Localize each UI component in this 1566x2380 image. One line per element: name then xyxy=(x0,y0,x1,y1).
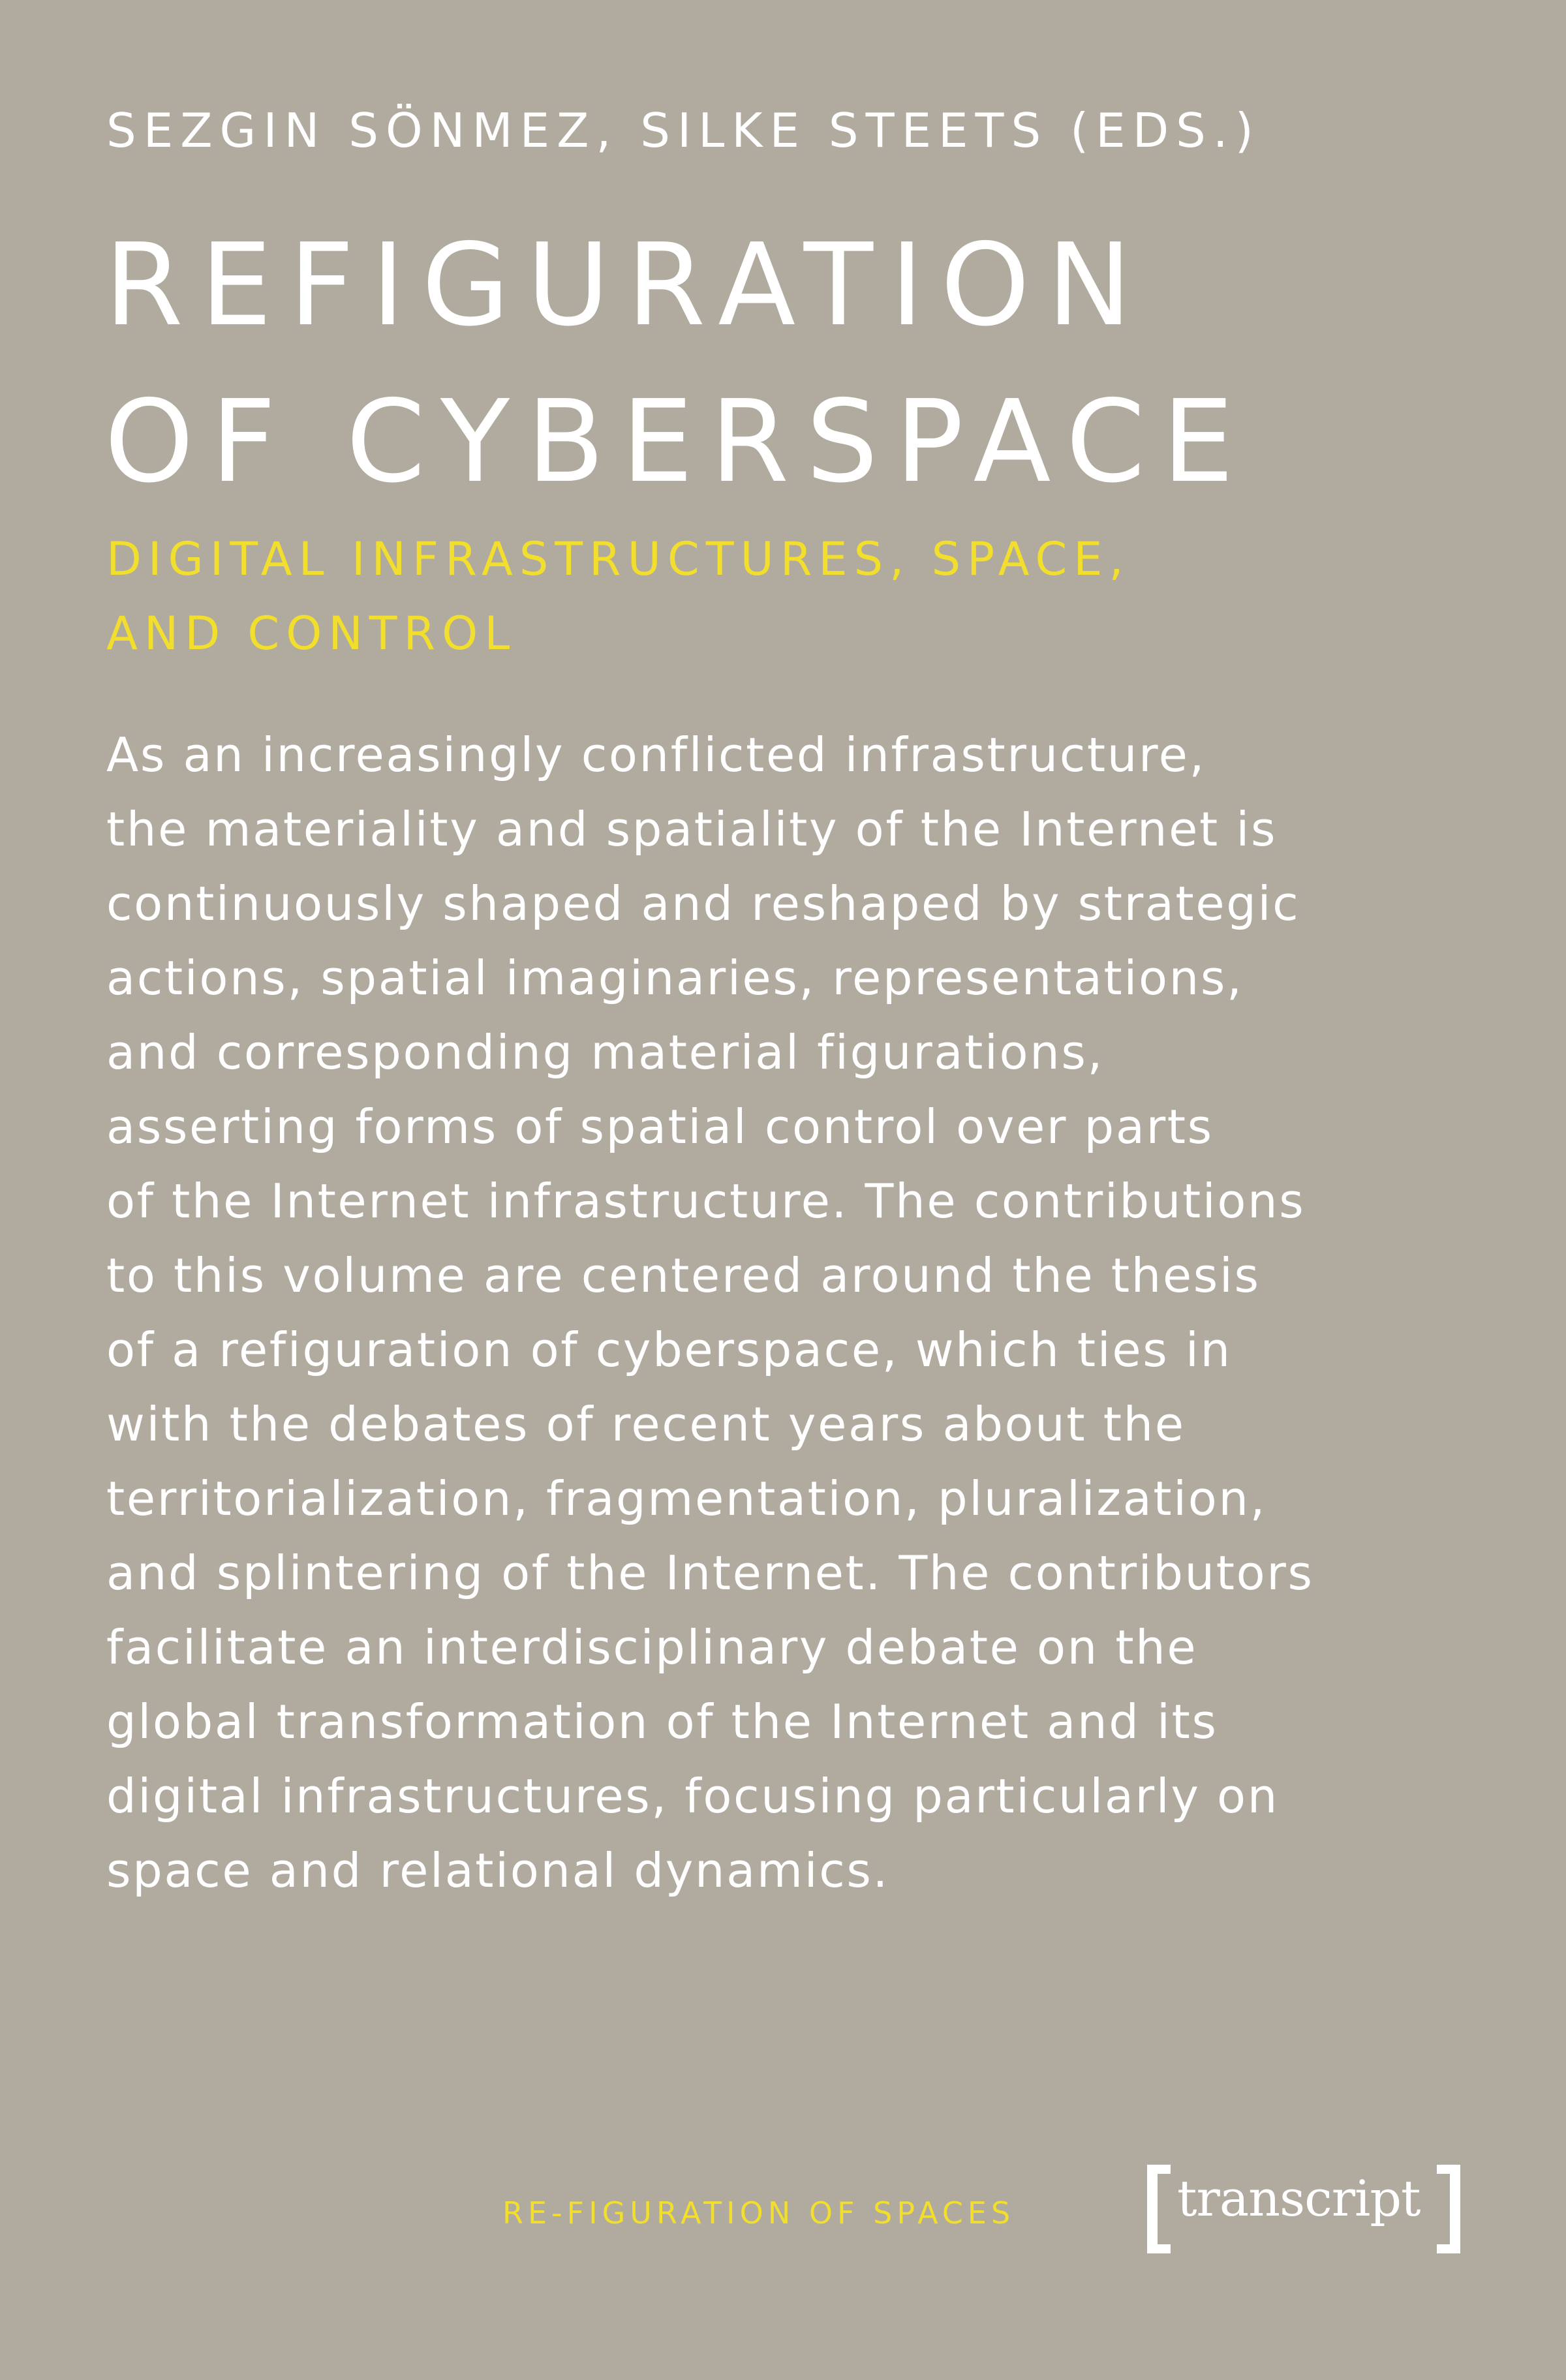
blurb-line: of a refiguration of cyberspace, which ties in xyxy=(106,1322,1232,1377)
blurb-line: asserting forms of spatial control over parts xyxy=(106,1099,1214,1154)
blurb-line: to this volume are centered around the thesis xyxy=(106,1248,1261,1303)
book-title xyxy=(104,207,1251,521)
blurb-line: and splintering of the Internet. The contributors xyxy=(106,1546,1314,1600)
book-subtitle xyxy=(106,522,1130,671)
series-name: RE-FIGURATION OF SPACES xyxy=(502,2195,1015,2231)
blurb-line: the materiality and spatiality of the Internet is xyxy=(106,802,1278,857)
title-line: REFIGURATION xyxy=(104,219,1149,352)
blurb-line: As an increasingly conflicted infrastructure, xyxy=(106,727,1206,782)
blurb-text xyxy=(106,718,1314,1908)
left-bracket-icon xyxy=(1147,2165,1171,2253)
blurb-line: facilitate an interdisciplinary debate on the xyxy=(106,1620,1198,1675)
blurb-line: space and relational dynamics. xyxy=(106,1843,890,1898)
blurb-line: territorialization, fragmentation, pluralization, xyxy=(106,1471,1267,1526)
blurb-line: actions, spatial imaginaries, representations, xyxy=(106,951,1244,1005)
title-line: OF CYBERSPACE xyxy=(104,376,1251,508)
blurb-line: of the Internet infrastructure. The contributions xyxy=(106,1174,1306,1228)
publisher-name: transcript xyxy=(1177,2169,1420,2227)
blurb-line: with the debates of recent years about the xyxy=(106,1397,1186,1452)
blurb-line: continuously shaped and reshaped by strategic xyxy=(106,876,1300,931)
subtitle-line: DIGITAL INFRASTRUCTURES, SPACE, xyxy=(106,532,1130,586)
publisher-logo xyxy=(1147,2165,1460,2253)
blurb-line: digital infrastructures, focusing particularly on xyxy=(106,1769,1279,1823)
blurb-line: and corresponding material figurations, xyxy=(106,1025,1104,1080)
right-bracket-icon xyxy=(1437,2165,1460,2253)
subtitle-line: AND CONTROL xyxy=(106,607,517,660)
editors-line: SEZGIN SÖNMEZ, SILKE STEETS (EDS.) xyxy=(106,103,1261,158)
blurb-line: global transformation of the Internet and its xyxy=(106,1694,1218,1749)
